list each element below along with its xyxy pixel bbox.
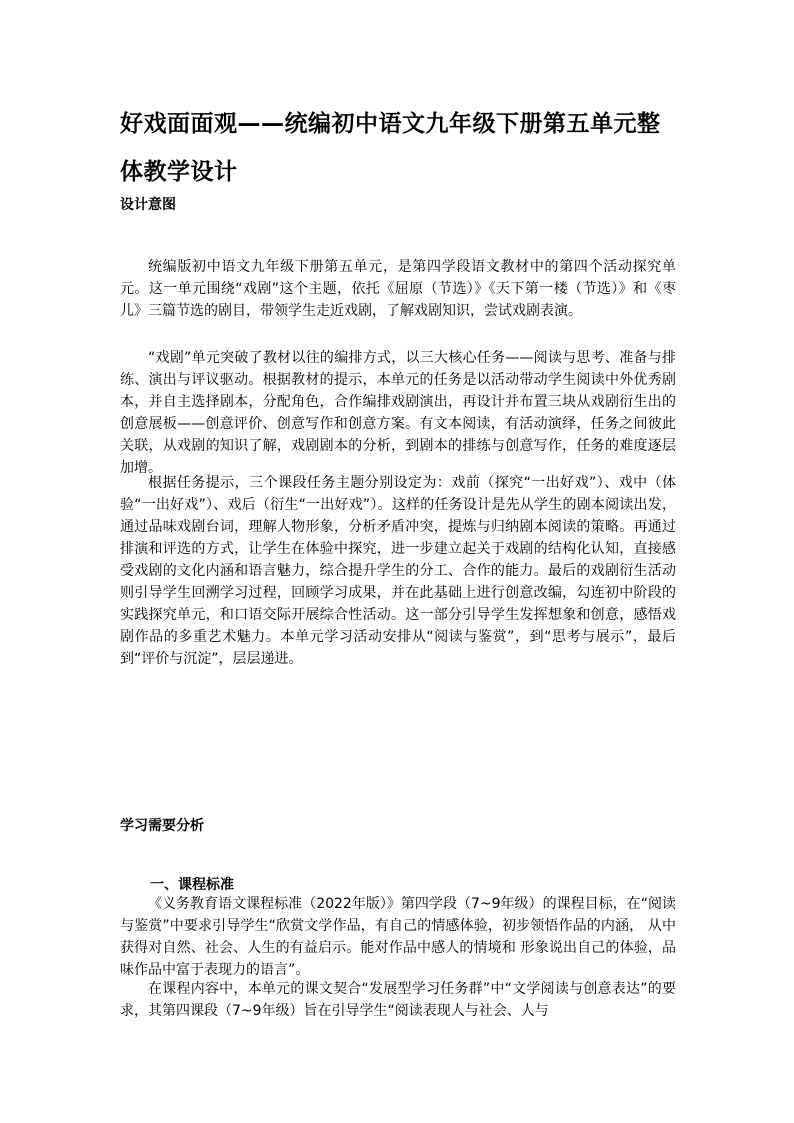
subheading-curriculum-standard: 一、课程标准: [150, 877, 234, 893]
analysis-paragraph-1: 《义务教育语文课程标准（2022年版）》第四学段（7~9年级）的课程目标，在“阅读与鉴赏”中要求引导学生“欣赏文学作品，有自己的情感体验，初步领悟作品的内涵， 从中获得对自然、社会、人生的有益启示。能对作品中感人的情境和 形象说出自己的体验，品味作品中富于表现力的语言”。: [120, 896, 676, 978]
intent-paragraph-1: 统编版初中语文九年级下册第五单元，是第四学段语文教材中的第四个活动探究单元。这一单元围绕“戏剧”这个主题，依托《屈原（节选）》《天下第一楼（节选）》和《枣儿》三篇节选的剧目，带领学生走近戏剧，了解戏剧知识，尝试戏剧表演。: [120, 259, 676, 319]
section-heading-learning-needs: 学习需要分析: [120, 818, 204, 834]
intent-paragraph-3: 根据任务提示，三个课段任务主题分别设定为：戏前（探究“一出好戏”）、戏中（体验“一出好戏”）、戏后（衍生“一出好戏”）。这样的任务设计是先从学生的剧本阅读出发，通过品味戏剧台词，理解人物形象，分析矛盾冲突，提炼与归纳剧本阅读的策略。再通过排演和评选的方式，让学生在体验中探究，进一步建立起关于戏剧的结构化认知，直接感受戏剧的文化内涵和语言魅力，综合提升学生的分工、合作的能力。最后的戏剧衍生活动则引导学生回溯学习过程，回顾学习成果，并在此基础上进行创意改编，勾连初中阶段的实践探究单元，和口语交际开展综合性活动。这一部分引导学生发挥想象和创意，感悟戏剧作品的多重艺术魅力。本单元学习活动安排从“阅读与鉴赏”，到“思考与展示”，最后到“评价与沉淀”，层层递进。: [120, 475, 676, 667]
analysis-paragraph-2: 在课程内容中，本单元的课文契合“发展型学习任务群”中“文学阅读与创意表达”的要求，其第四课段（7~9年级）旨在引导学生“阅读表现人与社会、人与: [120, 981, 676, 1019]
section-heading-design-intent: 设计意图: [120, 197, 176, 213]
document-title: 好戏面面观——统编初中语文九年级下册第五单元整体教学设计: [120, 111, 661, 185]
intent-paragraph-2: “戏剧”单元突破了教材以往的编排方式，以三大核心任务——阅读与思考、准备与排练、演出与评议驱动。根据教材的提示，本单元的任务是以活动带动学生阅读中外优秀剧本，并自主选择剧本，分配角色，合作编排戏剧演出，再设计并布置三块从戏剧衍生出的创意展板——创意评价、创意写作和创意方案。有文本阅读，有活动演绎，任务之间彼此关联，从戏剧的知识了解，戏剧剧本的分析，到剧本的排练与创意写作，任务的难度逐层加增。: [120, 350, 676, 476]
